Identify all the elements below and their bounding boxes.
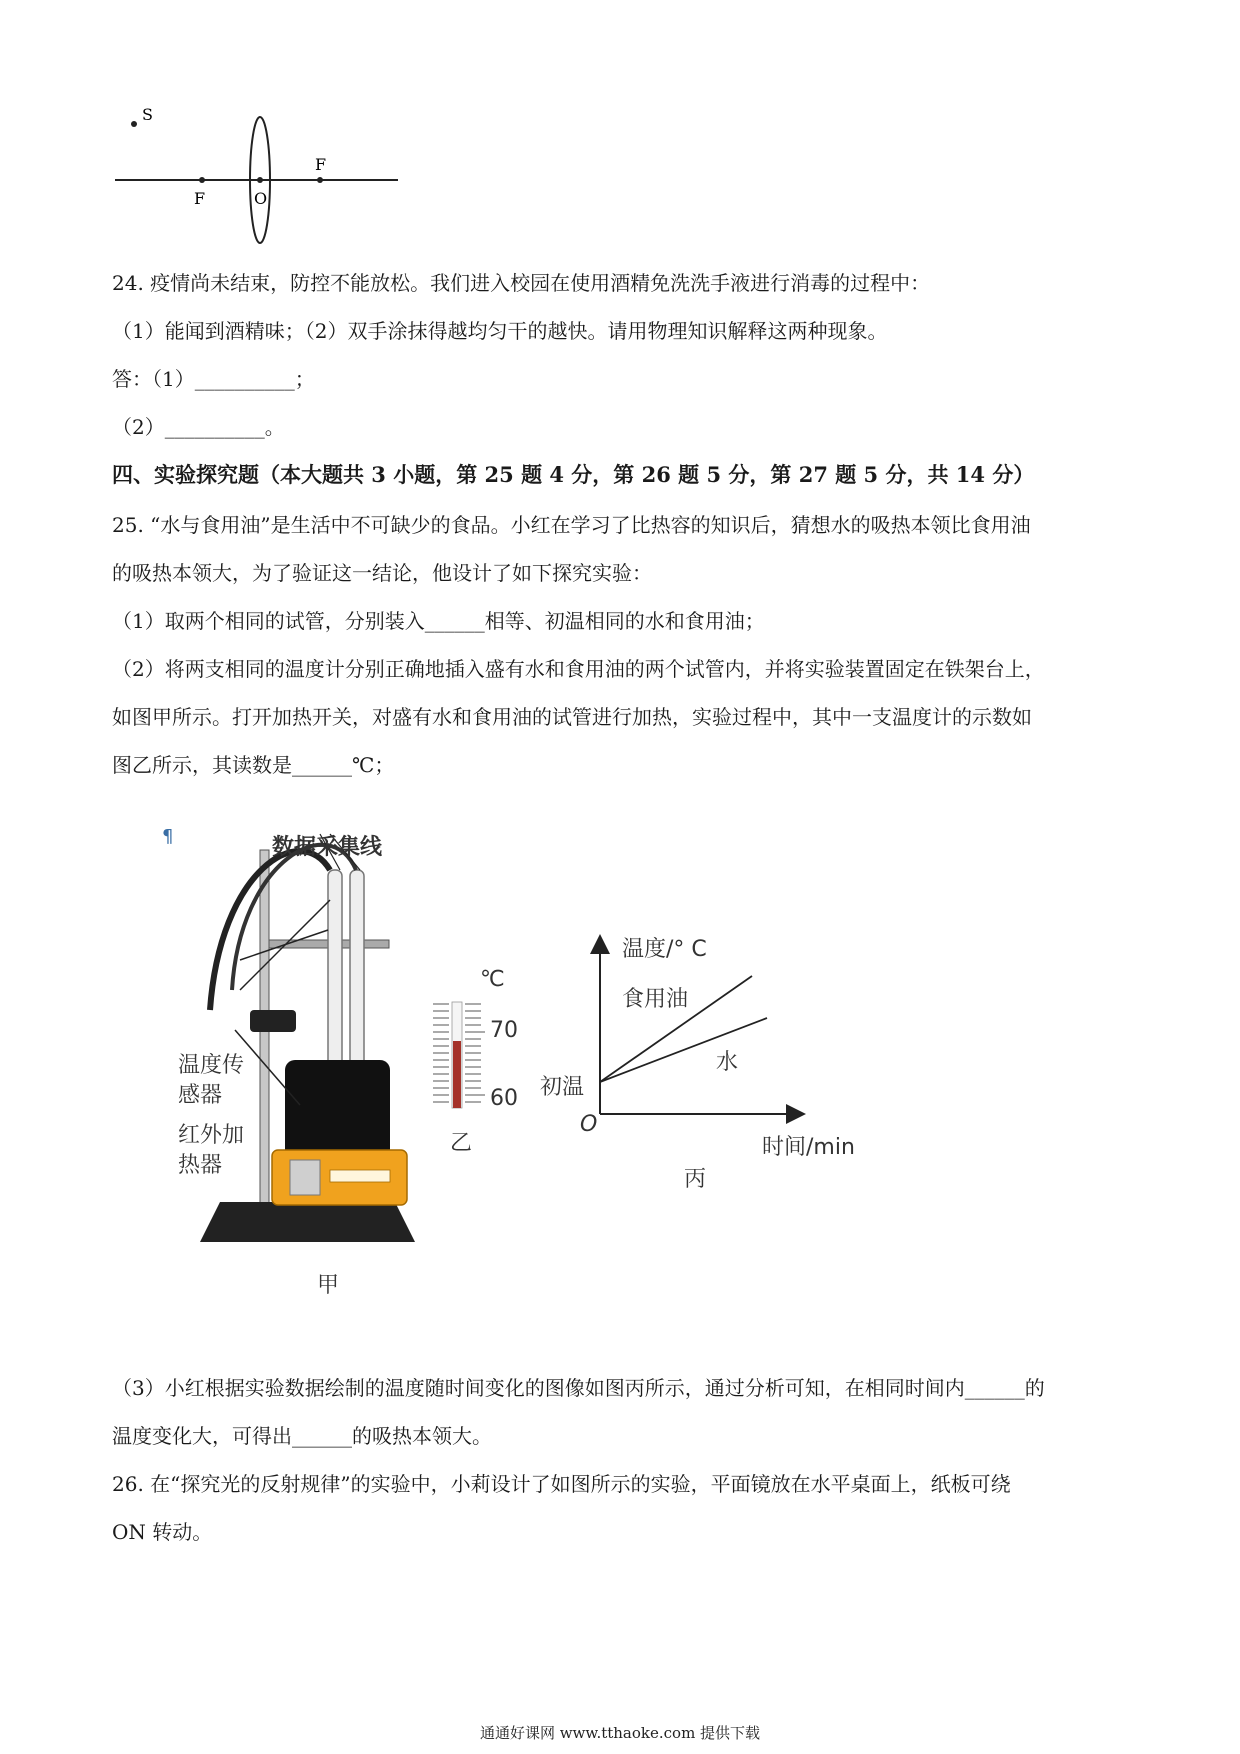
initial-temp-label: 初温	[540, 1075, 585, 1100]
stand-base	[200, 1202, 415, 1242]
q25-part-3b: 温度变化大，可得出______的吸热本领大。	[112, 1424, 492, 1448]
label-f-left: F	[194, 189, 206, 208]
sensor-label-line1: 温度传	[178, 1053, 245, 1078]
label-o: O	[254, 189, 268, 208]
q25-part-1: （1）取两个相同的试管，分别装入______相等、初温相同的水和食用油；	[112, 609, 765, 633]
q25-part-2a: （2）将两支相同的温度计分别正确地插入盛有水和食用油的两个试管内，并将实验装置固定在铁架台上，	[112, 657, 1045, 681]
thermometer-tick-70: 70	[490, 1018, 518, 1043]
q24-parts: （1）能闻到酒精味；（2）双手涂抹得越均匀干的越快。请用物理知识解释这两种现象。	[112, 319, 888, 343]
mercury-column	[453, 1041, 461, 1108]
focus-right	[317, 177, 323, 183]
heater-panel	[290, 1160, 320, 1195]
sensor-label-line2: 感器	[178, 1083, 223, 1108]
section-heading: 四、实验探究题（本大题共 3 小题，第 25 题 4 分，第 26 题 5 分，第 27 题 5 分，共 14 分）	[112, 462, 1035, 487]
point-s	[131, 121, 137, 127]
q25-part-2c: 图乙所示，其读数是______℃；	[112, 753, 395, 777]
focus-left	[199, 177, 205, 183]
tick-marks-right	[465, 1004, 485, 1102]
q26-stem-1: 26. 在“探究光的反射规律”的实验中，小莉设计了如图所示的实验，平面镜放在水平桌面上，纸板可绕	[112, 1472, 1011, 1496]
q24-answer-2: （2）__________。	[112, 415, 285, 439]
water-line	[600, 1018, 767, 1082]
graph-ylabel: 温度/° C	[622, 937, 707, 962]
label-f-right: F	[315, 155, 327, 174]
q24-stem: 24. 疫情尚未结束，防控不能放松。我们进入校园在使用酒精免洗洗手液进行消毒的过程中：	[112, 271, 931, 295]
caption-jia: 甲	[317, 1273, 340, 1298]
graph-xlabel: 时间/min	[762, 1135, 855, 1160]
q25-stem-2: 的吸热本领大，为了验证这一结论，他设计了如下探究实验：	[112, 561, 652, 585]
q25-part-3a: （3）小红根据实验数据绘制的温度随时间变化的图像如图丙所示，通过分析可知，在相同时间内______的	[112, 1376, 1045, 1400]
origin-label: O	[580, 1112, 598, 1137]
cable-label: 数据采集线	[272, 835, 383, 860]
q25-part-2b: 如图甲所示。打开加热开关，对盛有水和食用油的试管进行加热，实验过程中，其中一支温度计的示数如	[112, 705, 1032, 729]
heater-label-line1: 红外加	[178, 1123, 245, 1148]
thermometer-unit: ℃	[480, 967, 505, 992]
tick-marks-left	[433, 1004, 449, 1102]
heater-label-line2: 热器	[178, 1153, 223, 1178]
apparatus-figure	[180, 830, 440, 1250]
thermometer-tick-60: 60	[490, 1086, 518, 1111]
caption-bing: 丙	[684, 1167, 707, 1192]
heater-nameplate	[330, 1170, 390, 1182]
pilcrow-mark: ¶	[162, 826, 174, 847]
optical-center	[257, 177, 263, 183]
water-label: 水	[716, 1050, 739, 1075]
oil-label: 食用油	[622, 987, 689, 1012]
page-footer: 通通好课网 www.tthaoke.com 提供下载	[479, 1724, 761, 1742]
q24-answer-1: 答：（1）__________；	[112, 367, 315, 391]
clamp	[250, 1010, 296, 1032]
q25-stem-1: 25. “水与食用油”是生活中不可缺少的食品。小红在学习了比热容的知识后，猜想水的吸热本领比食用油	[112, 513, 1031, 537]
lens-diagram	[110, 100, 400, 250]
caption-yi: 乙	[450, 1131, 473, 1156]
label-s: S	[142, 105, 153, 124]
q26-stem-2: ON 转动。	[112, 1520, 213, 1544]
